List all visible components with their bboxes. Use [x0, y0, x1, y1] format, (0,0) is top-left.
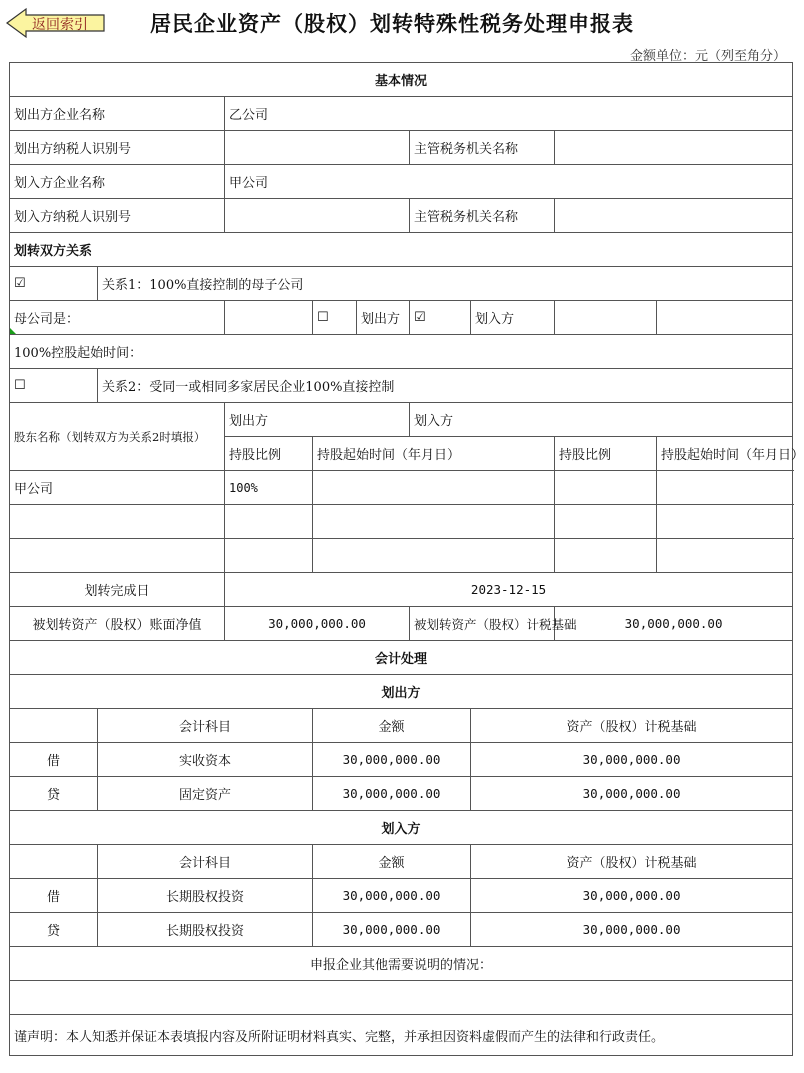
- parent-empty-cell-2: [657, 301, 793, 335]
- transferor-start-cell[interactable]: [313, 539, 555, 573]
- debit-credit-cell: 借: [10, 879, 98, 913]
- section-accounting-title: 会计处理: [10, 641, 793, 675]
- shareholder-row: [10, 539, 793, 573]
- transferee-ratio-cell[interactable]: [555, 505, 657, 539]
- debit-credit-cell: 贷: [10, 913, 98, 947]
- back-to-index-button[interactable]: [6, 8, 116, 38]
- parent-company-label: 母公司是：: [10, 301, 225, 335]
- transferee-start-cell[interactable]: [657, 539, 793, 573]
- transferor-start-cell[interactable]: [313, 505, 555, 539]
- transferor-ratio-cell[interactable]: [225, 505, 313, 539]
- other-notes-label: 申报企业其他需要说明的情况：: [10, 947, 793, 981]
- amount-cell[interactable]: 30,000,000.00: [313, 879, 471, 913]
- other-notes-field[interactable]: [10, 981, 793, 1015]
- back-button-label: 返回索引: [32, 17, 88, 33]
- relation2-label: 关系2：受同一或相同多家居民企业100%直接控制: [98, 369, 793, 403]
- tax-authority-label-1: 主管税务机关名称: [410, 131, 555, 165]
- section-basic-title: 基本情况: [10, 63, 793, 97]
- amount-header: 金额: [313, 845, 471, 879]
- transferee-start-cell[interactable]: [657, 471, 793, 505]
- transferee-ratio-cell[interactable]: [555, 539, 657, 573]
- transferee-name-label: 划入方企业名称: [10, 165, 225, 199]
- amount-cell[interactable]: 30,000,000.00: [313, 913, 471, 947]
- parent-transferee-checkbox[interactable]: ☑: [414, 310, 426, 325]
- transferor-taxid-label: 划出方纳税人识别号: [10, 131, 225, 165]
- parent-transferee-cell: [410, 301, 471, 335]
- transferee-start-cell[interactable]: [657, 505, 793, 539]
- transferee-taxid-field[interactable]: [225, 199, 410, 233]
- shareholder-name-cell[interactable]: [10, 539, 225, 573]
- transferor-name-field[interactable]: 乙公司: [225, 97, 793, 131]
- transferor-ratio-cell[interactable]: [225, 539, 313, 573]
- account-cell[interactable]: 实收资本: [98, 743, 313, 777]
- transferor-start-cell[interactable]: [313, 471, 555, 505]
- shareholder-row: [10, 471, 793, 505]
- transferee-ratio-cell[interactable]: [555, 471, 657, 505]
- parent-transferor-label: 划出方: [357, 301, 410, 335]
- accounting-row: [10, 913, 793, 947]
- declaration-statement: 谨声明：本人知悉并保证本表填报内容及所附证明材料真实、完整，并承担因资料虚假而产生的法律和行政责任。: [10, 1015, 793, 1056]
- book-value-field[interactable]: 30,000,000.00: [225, 607, 410, 641]
- tax-authority-label-2: 主管税务机关名称: [410, 199, 555, 233]
- complete-date-field[interactable]: 2023-12-15: [225, 573, 793, 607]
- parent-blank-cell: [225, 301, 313, 335]
- accounting-row: [10, 743, 793, 777]
- parent-empty-cell-1: [555, 301, 657, 335]
- amount-header: 金额: [313, 709, 471, 743]
- accounting-row: [10, 777, 793, 811]
- transferor-ratio-header: 持股比例: [225, 437, 313, 471]
- accounting-row: [10, 879, 793, 913]
- transferee-ratio-header: 持股比例: [555, 437, 657, 471]
- account-header: 会计科目: [98, 709, 313, 743]
- debit-credit-cell: 借: [10, 743, 98, 777]
- tax-authority-field-2[interactable]: [555, 199, 793, 233]
- tax-basis-field[interactable]: 30,000,000.00: [555, 607, 793, 641]
- shareholder-transferor-header: 划出方: [225, 403, 410, 437]
- account-cell[interactable]: 长期股权投资: [98, 913, 313, 947]
- amount-cell[interactable]: 30,000,000.00: [313, 743, 471, 777]
- book-value-label: 被划转资产（股权）账面净值: [10, 607, 225, 641]
- dc-header-blank: [10, 845, 98, 879]
- tax-basis-label: 被划转资产（股权）计税基础: [410, 607, 555, 641]
- transferee-taxid-label: 划入方纳税人识别号: [10, 199, 225, 233]
- basis-cell[interactable]: 30,000,000.00: [471, 777, 793, 811]
- basis-cell[interactable]: 30,000,000.00: [471, 879, 793, 913]
- transferee-start-header: 持股起始时间（年月日）: [657, 437, 793, 471]
- relation1-label: 关系1：100%直接控制的母子公司: [98, 267, 793, 301]
- section-relation-title: 划转双方关系: [10, 233, 793, 267]
- account-header: 会计科目: [98, 845, 313, 879]
- accounting-transferee-title: 划入方: [10, 811, 793, 845]
- basis-header: 资产（股权）计税基础: [471, 709, 793, 743]
- shareholder-row: [10, 505, 793, 539]
- relation1-checkbox[interactable]: ☑: [10, 267, 98, 301]
- declaration-form: [9, 62, 804, 1056]
- basis-header: 资产（股权）计税基础: [471, 845, 793, 879]
- relation2-checkbox[interactable]: ☐: [10, 369, 98, 403]
- debit-credit-cell: 贷: [10, 777, 98, 811]
- basis-cell[interactable]: 30,000,000.00: [471, 743, 793, 777]
- control-start-label[interactable]: 100%控股起始时间：: [10, 335, 793, 369]
- shareholder-transferee-header: 划入方: [410, 403, 793, 437]
- shareholder-name-header: 股东名称（划转双方为关系2时填报）: [10, 403, 225, 471]
- page-title: 居民企业资产（股权）划转特殊性税务处理申报表: [150, 11, 634, 36]
- parent-transferee-label: 划入方: [471, 301, 555, 335]
- account-cell[interactable]: 固定资产: [98, 777, 313, 811]
- accounting-transferor-title: 划出方: [10, 675, 793, 709]
- parent-transferor-checkbox[interactable]: ☐: [313, 301, 357, 335]
- complete-date-label: 划转完成日: [10, 573, 225, 607]
- transferor-start-header: 持股起始时间（年月日）: [313, 437, 555, 471]
- shareholder-name-cell[interactable]: 甲公司: [10, 471, 225, 505]
- dc-header-blank: [10, 709, 98, 743]
- amount-unit-note: 金额单位：元（列至角分）: [629, 49, 786, 64]
- amount-cell[interactable]: 30,000,000.00: [313, 777, 471, 811]
- tax-authority-field-1[interactable]: [555, 131, 793, 165]
- transferor-ratio-cell[interactable]: 100%: [225, 471, 313, 505]
- account-cell[interactable]: 长期股权投资: [98, 879, 313, 913]
- transferor-taxid-field[interactable]: [225, 131, 410, 165]
- shareholder-name-cell[interactable]: [10, 505, 225, 539]
- basis-cell[interactable]: 30,000,000.00: [471, 913, 793, 947]
- transferor-name-label: 划出方企业名称: [10, 97, 225, 131]
- transferee-name-field[interactable]: 甲公司: [225, 165, 793, 199]
- form-header: [0, 0, 800, 62]
